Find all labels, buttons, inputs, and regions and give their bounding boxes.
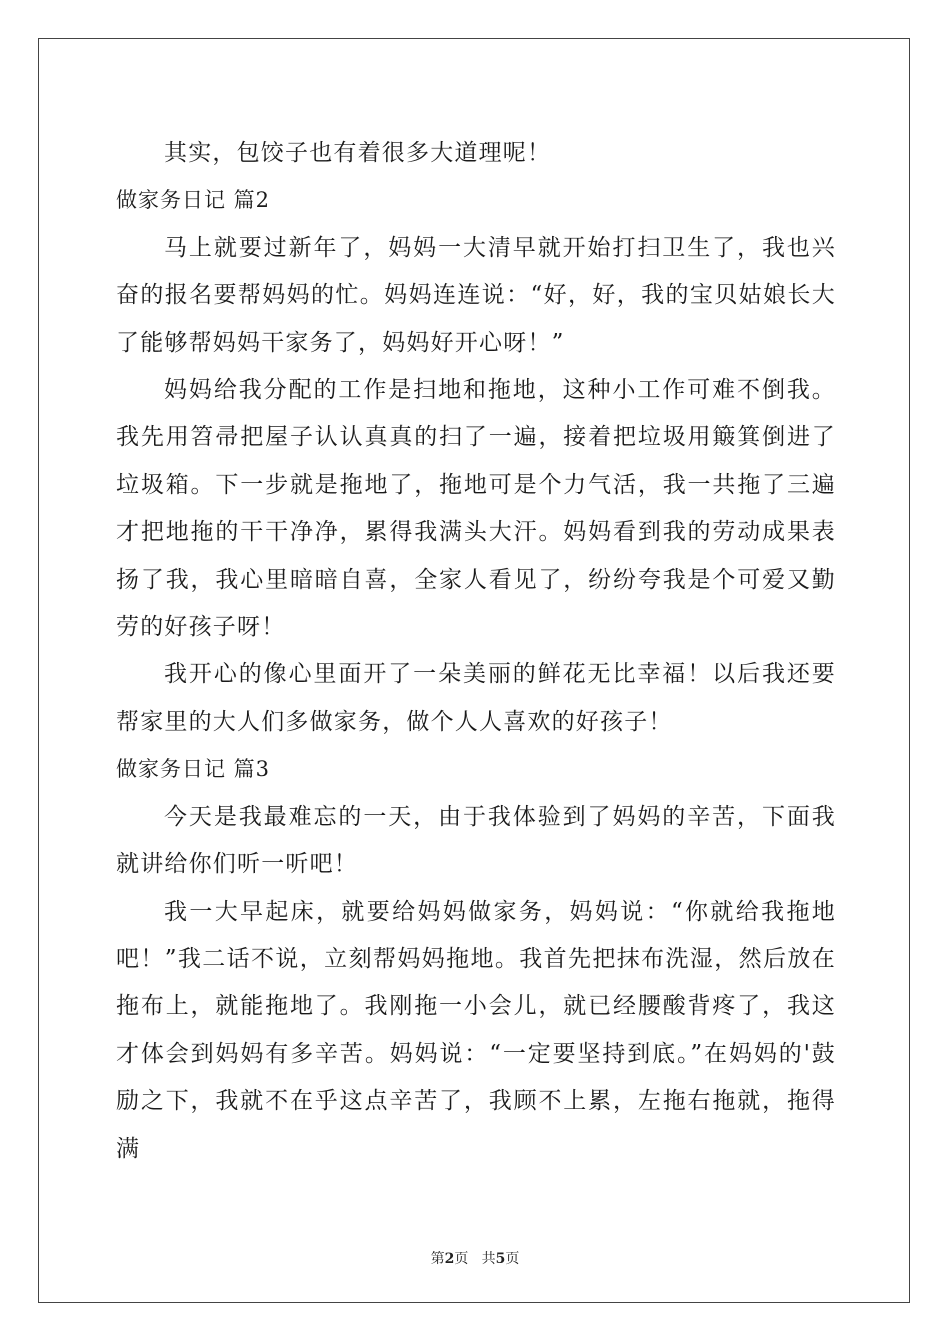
paragraph: 其实，包饺子也有着很多大道理呢！	[164, 140, 552, 166]
footer-total-prefix: 共	[481, 1251, 496, 1267]
paragraph: 妈妈给我分配的工作是扫地和拖地，这种小工作可难不倒我。我先用笤帚把屋子认认真真的扫了一遍，接着把垃圾用簸箕倒进了垃圾箱。下一步就是拖地了，拖地可是个力气活，我一共拖了三遍才把地拖的干干净净，累得我满头大汗。妈妈看到我的劳动成果表扬了我，我心里暗暗自喜，全家人看见了，纷纷夸我是个可爱又勤劳的好孩子呀！	[116, 377, 836, 641]
page-footer	[0, 1248, 950, 1268]
footer-total-suffix: 页	[505, 1251, 520, 1267]
current-page-number: 2	[444, 1251, 455, 1267]
footer-page-suffix: 页	[454, 1251, 469, 1267]
document-body	[116, 130, 836, 1173]
paragraph: 我开心的像心里面开了一朵美丽的鲜花无比幸福！以后我还要帮家里的大人们多做家务，做个人人喜欢的好孩子！	[116, 661, 836, 735]
section-heading: 做家务日记 篇3	[116, 757, 271, 782]
paragraph: 我一大早起床，就要给妈妈做家务，妈妈说：“你就给我拖地吧！”我二话不说，立刻帮妈妈拖地。我首先把抹布洗湿，然后放在拖布上，就能拖地了。我刚拖一小会儿，就已经腰酸背疼了，我这才体会到妈妈有多辛苦。妈妈说：“一定要坚持到底。”在妈妈的'鼓励之下，我就不在乎这点辛苦了，我顾不上累，左拖右拖就，拖得满	[116, 898, 836, 1162]
paragraph: 今天是我最难忘的一天，由于我体验到了妈妈的辛苦，下面我就讲给你们听一听吧！	[116, 803, 836, 878]
section-heading: 做家务日记 篇2	[116, 188, 271, 213]
total-pages-number: 5	[495, 1251, 506, 1267]
footer-prefix: 第	[430, 1251, 445, 1267]
paragraph: 马上就要过新年了，妈妈一大清早就开始打扫卫生了，我也兴奋的报名要帮妈妈的忙。妈妈连连说：“好，好，我的宝贝姑娘长大了能够帮妈妈干家务了，妈妈好开心呀！”	[116, 234, 836, 356]
